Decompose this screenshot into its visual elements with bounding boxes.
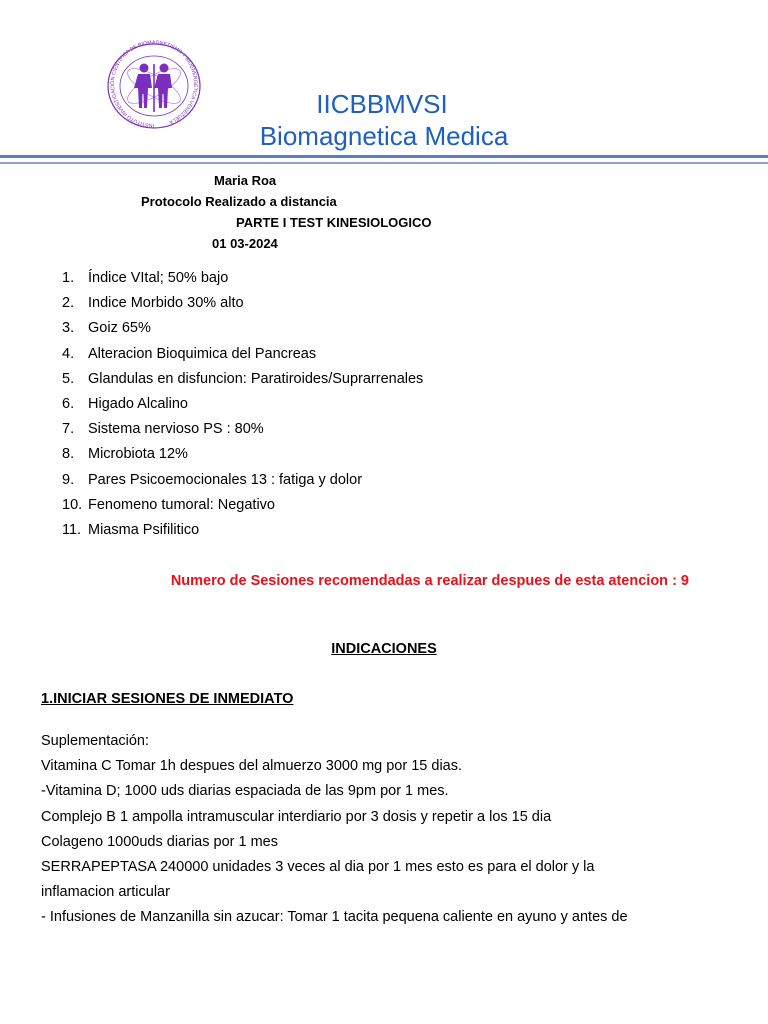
result-number: 10. xyxy=(62,496,83,513)
result-text: Fenomeno tumoral: Negativo xyxy=(88,496,275,513)
result-number: 4. xyxy=(62,345,75,362)
indication-line: - Infusiones de Manzanilla sin azucar: Tomar 1 tacita pequena caliente en ayuno y antes de xyxy=(41,909,628,926)
result-item xyxy=(62,371,423,396)
results-list xyxy=(62,270,423,547)
indication-line: Vitamina C Tomar 1h despues del almuerzo 3000 mg por 15 dias. xyxy=(41,758,463,775)
result-item xyxy=(62,270,423,295)
result-number: 9. xyxy=(62,471,75,488)
result-number: 5. xyxy=(62,370,75,387)
org-title: Biomagnetica Medica xyxy=(259,121,509,151)
result-item xyxy=(62,396,423,421)
patient-name: Maria Roa xyxy=(214,173,277,188)
result-text: Índice VItal; 50% bajo xyxy=(88,270,229,286)
result-number: 3. xyxy=(62,320,75,337)
result-number: 6. xyxy=(62,395,75,412)
result-number: 2. xyxy=(62,295,75,312)
result-text: Indice Morbido 30% alto xyxy=(88,295,244,312)
result-item xyxy=(62,421,423,446)
result-text: Sistema nervioso PS : 80% xyxy=(88,421,264,438)
result-number: 7. xyxy=(62,421,75,438)
sessions-recommendation: Numero de Sesiones recomendadas a realizar despues de esta atencion : 9 xyxy=(170,573,689,589)
result-item xyxy=(62,522,423,547)
logo-ring-text: INSTITUTO INVESTIGACIÓN CIENTÍFICA DE BIOMAGNETISMO Y BIOENERGÉTICA VENEZUELA xyxy=(110,39,199,129)
result-text: Pares Psicoemocionales 13 : fatiga y dolor xyxy=(88,471,363,488)
indication-line: Colageno 1000uds diarias por 1 mes xyxy=(41,833,278,850)
result-number: 8. xyxy=(62,446,75,463)
result-number: 1. xyxy=(62,270,75,286)
result-text: Higado Alcalino xyxy=(88,395,188,412)
indication-line: Suplementación: xyxy=(41,733,150,749)
indication-line: SERRAPEPTASA 240000 unidades 3 veces al dia por 1 mes esto es para el dolor y la xyxy=(41,858,595,875)
indication-line: inflamacion articular xyxy=(41,884,170,901)
header-divider-bottom xyxy=(0,162,768,164)
report-date: 01 03-2024 xyxy=(212,236,278,251)
result-item xyxy=(62,346,423,371)
result-text: Microbiota 12% xyxy=(88,446,188,463)
result-text: Goiz 65% xyxy=(88,320,151,337)
result-number: 11. xyxy=(62,521,82,538)
indication-line: Complejo B 1 ampolla intramuscular interdiario por 3 dosis y repetir a los 15 dia xyxy=(41,808,552,825)
indications-heading: INDICACIONES xyxy=(331,641,437,657)
result-item xyxy=(62,446,423,471)
header-divider-top xyxy=(0,155,768,158)
result-item xyxy=(62,497,423,522)
result-item xyxy=(62,320,423,345)
result-item xyxy=(62,295,423,320)
result-text: Alteracion Bioquimica del Pancreas xyxy=(88,345,317,362)
protocol-line: Protocolo Realizado a distancia xyxy=(141,194,337,209)
part-title: PARTE I TEST KINESIOLOGICO xyxy=(236,215,432,230)
section-1-heading: 1.INICIAR SESIONES DE INMEDIATO xyxy=(41,691,294,707)
result-item xyxy=(62,472,423,497)
indication-line: -Vitamina D; 1000 uds diarias espaciada de las 9pm por 1 mes. xyxy=(41,783,449,800)
result-text: Glandulas en disfuncion: Paratiroides/Suprarrenales xyxy=(88,370,424,387)
org-acronym: IICBBMVSI xyxy=(316,89,448,119)
indications-body xyxy=(41,733,628,935)
result-text: Miasma Psifilitico xyxy=(88,521,200,538)
